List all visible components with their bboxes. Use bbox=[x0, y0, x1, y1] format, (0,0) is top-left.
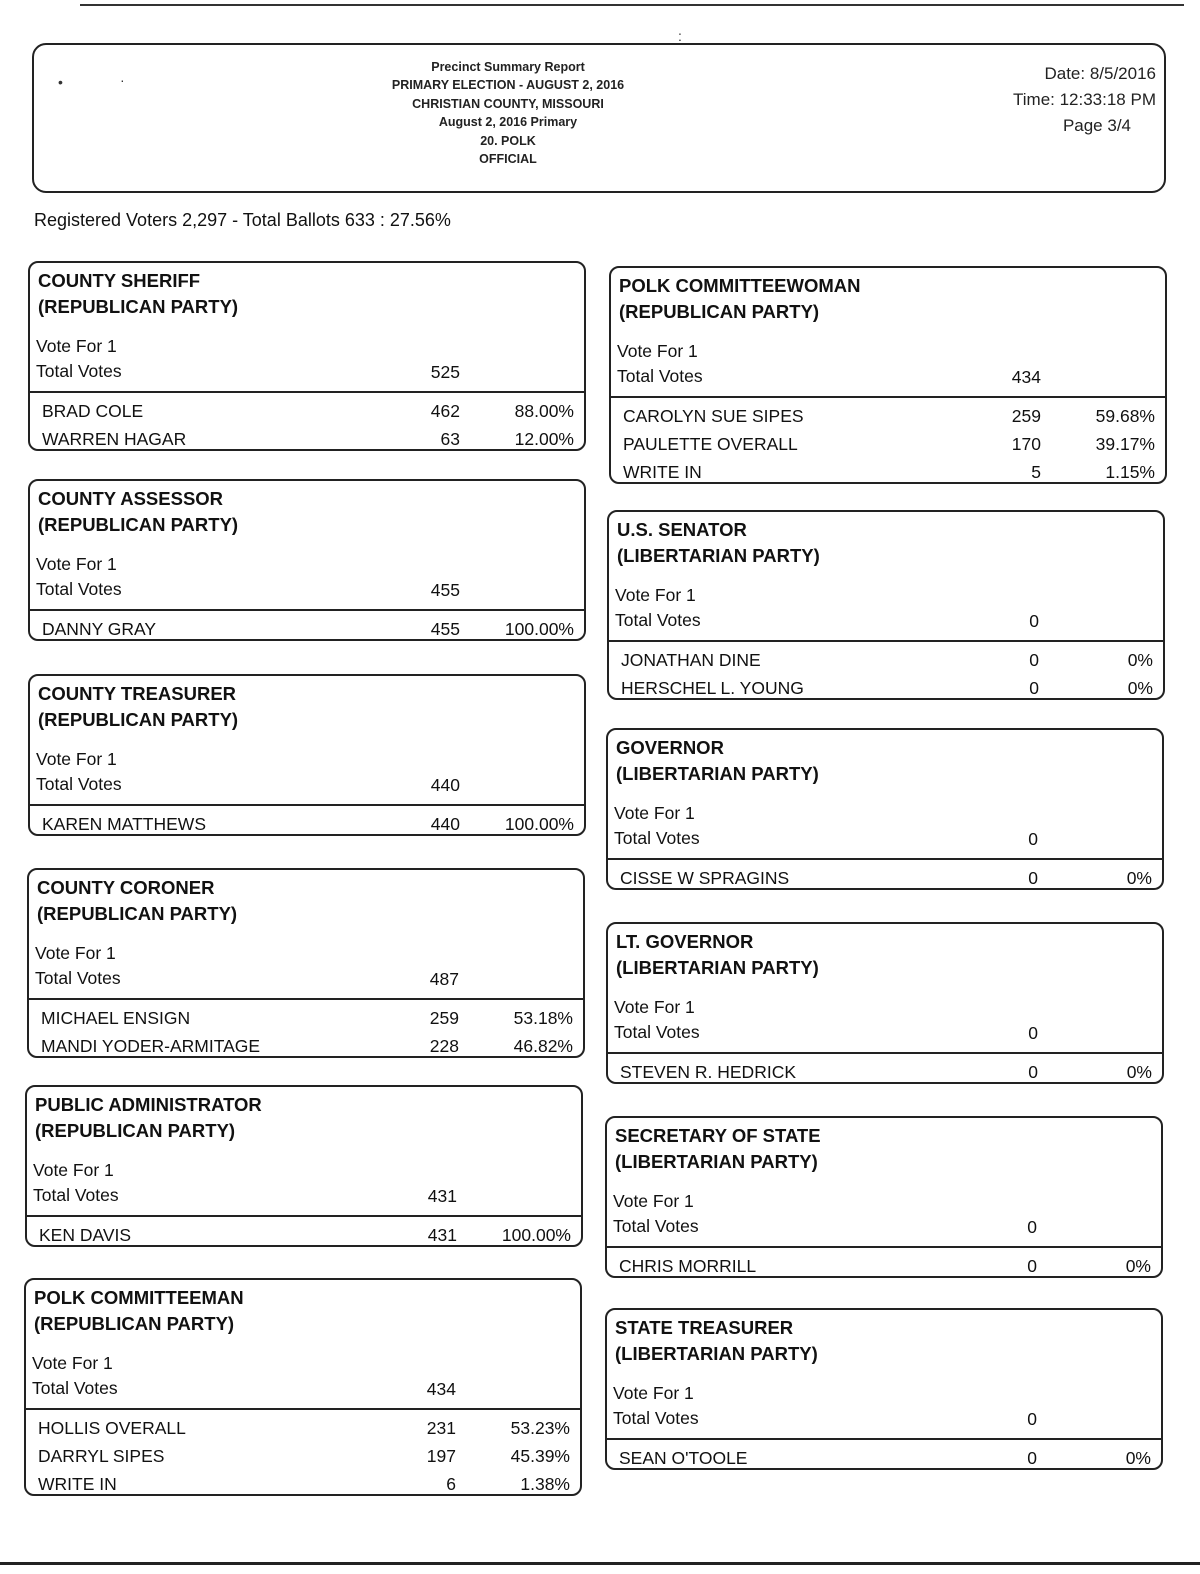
candidate-row bbox=[26, 1416, 580, 1444]
total-votes-value: 0 bbox=[1029, 611, 1039, 631]
vote-for-block bbox=[36, 552, 122, 602]
candidate-row bbox=[26, 1444, 580, 1472]
candidate-row bbox=[609, 676, 1163, 704]
candidate-row bbox=[30, 399, 584, 427]
vote-for-block bbox=[33, 1158, 119, 1208]
candidate-votes: 170 bbox=[1011, 434, 1041, 454]
vote-for-label: Vote For 1 bbox=[36, 554, 117, 574]
total-votes-label: Total Votes bbox=[614, 828, 700, 848]
candidate-name: WRITE IN bbox=[623, 462, 702, 482]
contest-box bbox=[28, 479, 586, 641]
candidate-votes: 431 bbox=[427, 1225, 457, 1245]
candidate-votes: 440 bbox=[430, 814, 460, 834]
candidate-name: MANDI YODER-ARMITAGE bbox=[41, 1036, 261, 1056]
contest-party: (REPUBLICAN PARTY) bbox=[38, 296, 239, 317]
candidate-votes: 455 bbox=[430, 619, 460, 639]
candidate-percent: 100.00% bbox=[504, 814, 574, 834]
candidate-percent: 59.68% bbox=[1095, 406, 1155, 426]
contest-separator bbox=[30, 804, 584, 806]
vote-for-label: Vote For 1 bbox=[617, 341, 698, 361]
candidate-percent: 0% bbox=[1125, 1256, 1151, 1276]
contest-separator bbox=[29, 998, 583, 1000]
total-votes-value: 487 bbox=[429, 969, 459, 989]
report-header bbox=[32, 43, 1166, 193]
vote-for-label: Vote For 1 bbox=[33, 1160, 114, 1180]
candidate-row bbox=[30, 812, 584, 840]
contest-separator bbox=[27, 1215, 581, 1217]
candidate-row bbox=[30, 427, 584, 455]
total-votes-label: Total Votes bbox=[33, 1185, 119, 1205]
contest-box bbox=[25, 1085, 583, 1247]
total-votes-value: 0 bbox=[1028, 829, 1038, 849]
contest-title bbox=[616, 735, 819, 787]
candidate-name: DARRYL SIPES bbox=[38, 1446, 165, 1466]
total-votes-label: Total Votes bbox=[36, 774, 122, 794]
candidate-votes: 0 bbox=[1027, 1256, 1037, 1276]
candidate-votes: 5 bbox=[1031, 462, 1041, 482]
report-title: Precinct Summary Report bbox=[431, 60, 585, 74]
contest-box bbox=[607, 510, 1165, 700]
total-votes-value: 0 bbox=[1027, 1217, 1037, 1237]
turnout-summary: Registered Voters 2,297 - Total Ballots 633 : 27.56% bbox=[34, 210, 451, 230]
vote-for-label: Vote For 1 bbox=[613, 1383, 694, 1403]
vote-for-label: Vote For 1 bbox=[35, 943, 116, 963]
candidate-percent: 53.18% bbox=[513, 1008, 573, 1028]
vote-for-block bbox=[36, 334, 122, 384]
vote-for-label: Vote For 1 bbox=[36, 749, 117, 769]
contest-office: COUNTY CORONER bbox=[37, 877, 215, 898]
candidate-percent: 0% bbox=[1126, 1062, 1152, 1082]
contest-office: SECRETARY OF STATE bbox=[615, 1125, 821, 1146]
contest-office: PUBLIC ADMINISTRATOR bbox=[35, 1094, 262, 1115]
vote-for-block bbox=[613, 1189, 699, 1239]
contest-box bbox=[28, 261, 586, 451]
candidate-percent: 0% bbox=[1126, 868, 1152, 888]
candidate-row bbox=[609, 648, 1163, 676]
report-status: OFFICIAL bbox=[479, 152, 537, 167]
total-votes-label: Total Votes bbox=[35, 968, 121, 988]
contest-separator bbox=[608, 858, 1162, 860]
contest-party: (REPUBLICAN PARTY) bbox=[38, 514, 239, 535]
contest-separator bbox=[611, 396, 1165, 398]
contest-separator bbox=[607, 1438, 1161, 1440]
vote-for-label: Vote For 1 bbox=[36, 336, 117, 356]
candidate-percent: 0% bbox=[1125, 1448, 1151, 1468]
total-votes-label: Total Votes bbox=[613, 1216, 699, 1236]
candidate-name: KAREN MATTHEWS bbox=[42, 814, 206, 834]
report-date: Date: 8/5/2016 bbox=[1044, 64, 1156, 83]
contest-box bbox=[605, 1116, 1163, 1278]
vote-for-label: Vote For 1 bbox=[614, 997, 695, 1017]
vote-for-block bbox=[614, 995, 700, 1045]
candidate-row bbox=[611, 460, 1165, 488]
total-votes-value: 431 bbox=[427, 1186, 457, 1206]
contest-title bbox=[38, 268, 238, 320]
vote-for-label: Vote For 1 bbox=[614, 803, 695, 823]
total-votes-label: Total Votes bbox=[613, 1408, 699, 1428]
contest-box bbox=[27, 868, 585, 1058]
candidate-row bbox=[26, 1472, 580, 1500]
candidate-name: CAROLYN SUE SIPES bbox=[623, 406, 804, 426]
vote-for-block bbox=[32, 1351, 118, 1401]
contest-party: (REPUBLICAN PARTY) bbox=[38, 709, 239, 730]
candidate-percent: 53.23% bbox=[510, 1418, 570, 1438]
contest-box bbox=[28, 674, 586, 836]
candidate-name: SEAN O'TOOLE bbox=[619, 1448, 748, 1468]
contest-office: GOVERNOR bbox=[616, 737, 724, 758]
candidate-percent: 100.00% bbox=[501, 1225, 571, 1245]
vote-for-block bbox=[614, 801, 700, 851]
candidate-row bbox=[611, 432, 1165, 460]
top-rule bbox=[80, 4, 1184, 6]
candidate-row bbox=[27, 1223, 581, 1251]
candidate-percent: 1.38% bbox=[520, 1474, 570, 1494]
contest-office: COUNTY ASSESSOR bbox=[38, 488, 224, 509]
candidate-name: WARREN HAGAR bbox=[42, 429, 187, 449]
candidate-row bbox=[608, 1060, 1162, 1088]
vote-for-block bbox=[617, 339, 703, 389]
candidate-name: HERSCHEL L. YOUNG bbox=[621, 678, 804, 698]
contest-box bbox=[605, 1308, 1163, 1470]
candidate-row bbox=[29, 1006, 583, 1034]
candidate-percent: 46.82% bbox=[513, 1036, 573, 1056]
contest-title bbox=[615, 1123, 821, 1175]
candidate-votes: 462 bbox=[430, 401, 460, 421]
contest-title bbox=[616, 929, 819, 981]
vote-for-label: Vote For 1 bbox=[615, 585, 696, 605]
candidate-votes: 231 bbox=[426, 1418, 456, 1438]
contest-title bbox=[615, 1315, 818, 1367]
header-center bbox=[334, 58, 682, 168]
contest-title bbox=[38, 486, 238, 538]
vote-for-label: Vote For 1 bbox=[32, 1353, 113, 1373]
candidate-votes: 0 bbox=[1028, 868, 1038, 888]
vote-for-label: Vote For 1 bbox=[613, 1191, 694, 1211]
candidate-row bbox=[607, 1446, 1161, 1474]
contest-separator bbox=[26, 1408, 580, 1410]
scan-mark: : bbox=[678, 28, 682, 44]
candidate-percent: 1.15% bbox=[1105, 462, 1155, 482]
contest-office: STATE TREASURER bbox=[615, 1317, 794, 1338]
header-right bbox=[966, 61, 1156, 139]
contest-party: (REPUBLICAN PARTY) bbox=[37, 903, 238, 924]
total-votes-label: Total Votes bbox=[615, 610, 701, 630]
contest-title bbox=[34, 1285, 244, 1337]
candidate-percent: 39.17% bbox=[1095, 434, 1155, 454]
total-votes-value: 440 bbox=[430, 775, 460, 795]
candidate-percent: 0% bbox=[1127, 650, 1153, 670]
candidate-percent: 0% bbox=[1127, 678, 1153, 698]
contest-office: POLK COMMITTEEWOMAN bbox=[619, 275, 861, 296]
contest-separator bbox=[30, 391, 584, 393]
primary-name: August 2, 2016 Primary bbox=[438, 115, 578, 130]
contest-office: U.S. SENATOR bbox=[617, 519, 747, 540]
contest-title bbox=[37, 875, 237, 927]
total-votes-value: 525 bbox=[430, 362, 460, 382]
candidate-row bbox=[611, 404, 1165, 432]
contest-separator bbox=[607, 1246, 1161, 1248]
page-number: Page 3/4 bbox=[1062, 116, 1131, 135]
candidate-name: CISSE W SPRAGINS bbox=[620, 868, 790, 888]
election-name: PRIMARY ELECTION - AUGUST 2, 2016 bbox=[391, 78, 625, 93]
contest-office: LT. GOVERNOR bbox=[616, 931, 754, 952]
candidate-votes: 259 bbox=[429, 1008, 459, 1028]
total-votes-label: Total Votes bbox=[36, 579, 122, 599]
contest-party: (LIBERTARIAN PARTY) bbox=[616, 957, 819, 978]
total-votes-value: 434 bbox=[1011, 367, 1041, 387]
contest-party: (LIBERTARIAN PARTY) bbox=[616, 763, 819, 784]
candidate-votes: 0 bbox=[1028, 1062, 1038, 1082]
contest-title bbox=[38, 681, 238, 733]
candidate-row bbox=[607, 1254, 1161, 1282]
candidate-votes: 197 bbox=[426, 1446, 456, 1466]
vote-for-block bbox=[35, 941, 121, 991]
candidate-percent: 45.39% bbox=[510, 1446, 570, 1466]
candidate-row bbox=[608, 866, 1162, 894]
contest-title bbox=[617, 517, 820, 569]
contest-office: POLK COMMITTEEMAN bbox=[34, 1287, 244, 1308]
contest-separator bbox=[608, 1052, 1162, 1054]
candidate-name: HOLLIS OVERALL bbox=[38, 1418, 186, 1438]
total-votes-label: Total Votes bbox=[617, 366, 703, 386]
contest-party: (REPUBLICAN PARTY) bbox=[619, 301, 820, 322]
contest-office: COUNTY TREASURER bbox=[38, 683, 237, 704]
candidate-votes: 228 bbox=[429, 1036, 459, 1056]
contest-office: COUNTY SHERIFF bbox=[38, 270, 201, 291]
candidate-name: MICHAEL ENSIGN bbox=[41, 1008, 191, 1028]
candidate-name: WRITE IN bbox=[38, 1474, 117, 1494]
contest-party: (REPUBLICAN PARTY) bbox=[34, 1313, 235, 1334]
candidate-name: CHRIS MORRILL bbox=[619, 1256, 757, 1276]
contest-box bbox=[606, 922, 1164, 1084]
candidate-name: KEN DAVIS bbox=[39, 1225, 132, 1245]
report-time: Time: 12:33:18 PM bbox=[1013, 90, 1156, 109]
candidate-percent: 12.00% bbox=[514, 429, 574, 449]
contest-box bbox=[606, 728, 1164, 890]
scan-mark: · bbox=[120, 72, 125, 88]
total-votes-value: 434 bbox=[426, 1379, 456, 1399]
vote-for-block bbox=[615, 583, 701, 633]
county-name: CHRISTIAN COUNTY, MISSOURI bbox=[412, 96, 604, 111]
total-votes-value: 0 bbox=[1028, 1023, 1038, 1043]
total-votes-label: Total Votes bbox=[614, 1022, 700, 1042]
candidate-name: PAULETTE OVERALL bbox=[623, 434, 798, 454]
total-votes-label: Total Votes bbox=[32, 1378, 118, 1398]
candidate-votes: 0 bbox=[1029, 678, 1039, 698]
contest-box bbox=[609, 266, 1167, 484]
contest-title bbox=[35, 1092, 262, 1144]
candidate-votes: 0 bbox=[1029, 650, 1039, 670]
precinct-name: 20. POLK bbox=[480, 133, 536, 148]
candidate-name: JONATHAN DINE bbox=[621, 650, 761, 670]
candidate-row bbox=[29, 1034, 583, 1062]
candidate-percent: 100.00% bbox=[504, 619, 574, 639]
contest-box bbox=[24, 1278, 582, 1496]
candidate-votes: 63 bbox=[440, 429, 460, 449]
contest-party: (REPUBLICAN PARTY) bbox=[35, 1120, 236, 1141]
contest-separator bbox=[609, 640, 1163, 642]
candidate-votes: 259 bbox=[1011, 406, 1041, 426]
vote-for-block bbox=[36, 747, 122, 797]
contest-party: (LIBERTARIAN PARTY) bbox=[617, 545, 820, 566]
contest-separator bbox=[30, 609, 584, 611]
candidate-votes: 6 bbox=[446, 1474, 456, 1494]
total-votes-label: Total Votes bbox=[36, 361, 122, 381]
contest-title bbox=[619, 273, 861, 325]
candidate-row bbox=[30, 617, 584, 645]
candidate-name: DANNY GRAY bbox=[42, 619, 157, 639]
candidate-votes: 0 bbox=[1027, 1448, 1037, 1468]
candidate-name: BRAD COLE bbox=[42, 401, 144, 421]
candidate-name: STEVEN R. HEDRICK bbox=[620, 1062, 796, 1082]
scan-mark: • bbox=[58, 74, 63, 90]
contest-party: (LIBERTARIAN PARTY) bbox=[615, 1151, 818, 1172]
total-votes-value: 0 bbox=[1027, 1409, 1037, 1429]
total-votes-value: 455 bbox=[430, 580, 460, 600]
bottom-rule bbox=[0, 1562, 1200, 1565]
contest-party: (LIBERTARIAN PARTY) bbox=[615, 1343, 818, 1364]
vote-for-block bbox=[613, 1381, 699, 1431]
candidate-percent: 88.00% bbox=[514, 401, 574, 421]
